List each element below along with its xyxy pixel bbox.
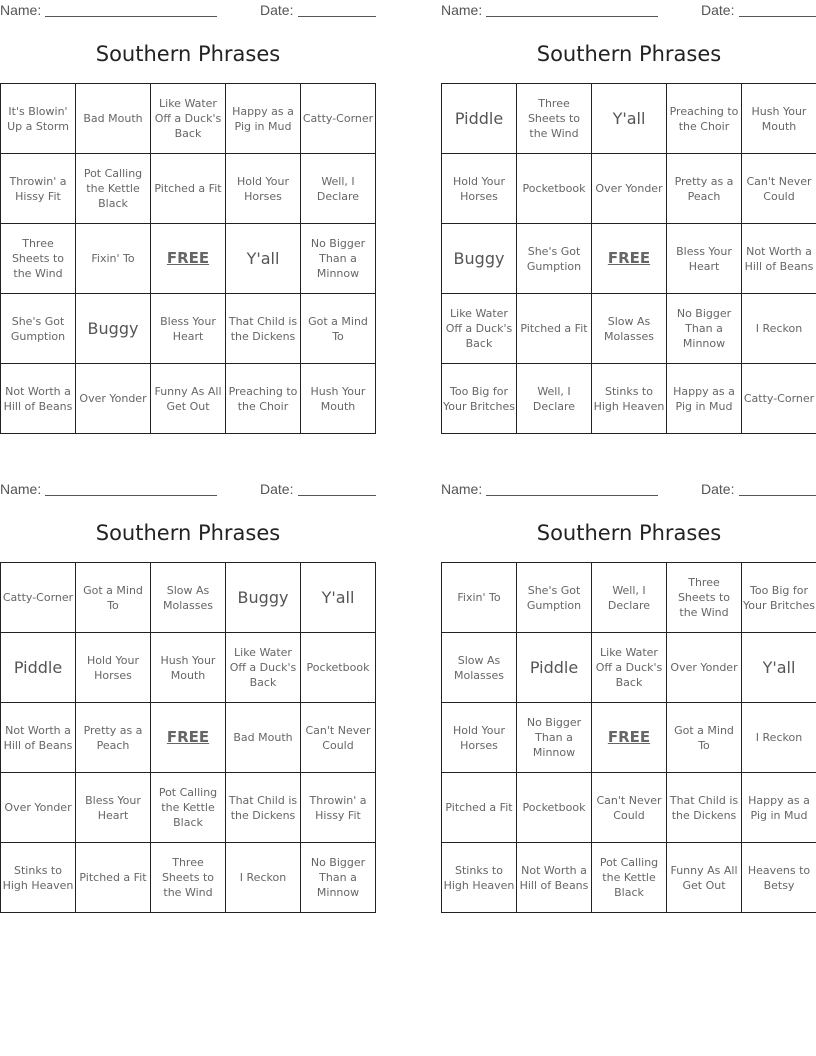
bingo-cell: Y'all xyxy=(301,563,376,633)
bingo-cell: Buggy xyxy=(442,224,517,294)
bingo-cell: Not Worth a Hill of Beans xyxy=(742,224,816,294)
bingo-cell: Pot Calling the Kettle Black xyxy=(76,154,151,224)
bingo-grid xyxy=(441,83,816,434)
bingo-cell: Catty-Corner xyxy=(1,563,76,633)
card-header xyxy=(0,479,376,499)
name-line xyxy=(486,16,658,17)
date-label: Date: xyxy=(260,2,294,18)
bingo-cell: Pitched a Fit xyxy=(517,294,592,364)
bingo-cell: That Child is the Dickens xyxy=(667,773,742,843)
bingo-cell: No Bigger Than a Minnow xyxy=(517,703,592,773)
bingo-cell: Y'all xyxy=(742,633,816,703)
bingo-cell: No Bigger Than a Minnow xyxy=(301,224,376,294)
bingo-cell: Buggy xyxy=(226,563,301,633)
bingo-cell: Fixin' To xyxy=(442,563,517,633)
bingo-cell: Pitched a Fit xyxy=(442,773,517,843)
card-title: Southern Phrases xyxy=(95,42,281,66)
bingo-cell: Happy as a Pig in Mud xyxy=(226,84,301,154)
bingo-cell: Pitched a Fit xyxy=(151,154,226,224)
bingo-cell: Like Water Off a Duck's Back xyxy=(151,84,226,154)
bingo-cell: Pretty as a Peach xyxy=(76,703,151,773)
bingo-cell: Heavens to Betsy xyxy=(742,843,816,913)
bingo-cell: Got a Mind To xyxy=(301,294,376,364)
bingo-cell: Catty-Corner xyxy=(301,84,376,154)
bingo-cell: Stinks to High Heaven xyxy=(442,843,517,913)
bingo-cell: Over Yonder xyxy=(592,154,667,224)
bingo-cell: Funny As All Get Out xyxy=(667,843,742,913)
bingo-cell: I Reckon xyxy=(742,703,816,773)
bingo-grid xyxy=(441,562,816,913)
bingo-cell: Hold Your Horses xyxy=(76,633,151,703)
name-line xyxy=(45,495,217,496)
bingo-cell: Well, I Declare xyxy=(592,563,667,633)
bingo-cell: Over Yonder xyxy=(1,773,76,843)
bingo-card xyxy=(441,0,816,440)
bingo-cell: Hush Your Mouth xyxy=(742,84,816,154)
bingo-cell: Bless Your Heart xyxy=(667,224,742,294)
bingo-cell: Over Yonder xyxy=(667,633,742,703)
bingo-cell: She's Got Gumption xyxy=(517,224,592,294)
bingo-cell: She's Got Gumption xyxy=(1,294,76,364)
bingo-grid xyxy=(0,83,376,434)
free-space: FREE xyxy=(151,224,226,294)
bingo-cell: Pocketbook xyxy=(517,154,592,224)
card-title: Southern Phrases xyxy=(95,521,281,545)
bingo-card xyxy=(0,0,376,440)
bingo-cell: Three Sheets to the Wind xyxy=(517,84,592,154)
bingo-cell: Hush Your Mouth xyxy=(151,633,226,703)
bingo-cell: Got a Mind To xyxy=(76,563,151,633)
bingo-cell: Bless Your Heart xyxy=(151,294,226,364)
bingo-grid xyxy=(0,562,376,913)
bingo-cell: Happy as a Pig in Mud xyxy=(667,364,742,434)
bingo-cell: Well, I Declare xyxy=(517,364,592,434)
card-header xyxy=(0,0,376,20)
bingo-cell: Throwin' a Hissy Fit xyxy=(1,154,76,224)
name-line xyxy=(486,495,658,496)
card-title: Southern Phrases xyxy=(536,42,722,66)
bingo-cell: Pocketbook xyxy=(517,773,592,843)
bingo-card xyxy=(0,479,376,919)
bingo-cell: She's Got Gumption xyxy=(517,563,592,633)
bingo-cell: Slow As Molasses xyxy=(442,633,517,703)
bingo-cell: Three Sheets to the Wind xyxy=(667,563,742,633)
bingo-cell: Well, I Declare xyxy=(301,154,376,224)
date-label: Date: xyxy=(701,481,735,497)
bingo-cell: No Bigger Than a Minnow xyxy=(667,294,742,364)
bingo-cell: Stinks to High Heaven xyxy=(592,364,667,434)
bingo-cell: Slow As Molasses xyxy=(151,563,226,633)
name-label: Name: xyxy=(441,2,483,18)
bingo-cell: Three Sheets to the Wind xyxy=(1,224,76,294)
bingo-cell: Like Water Off a Duck's Back xyxy=(442,294,517,364)
bingo-cell: Too Big for Your Britches xyxy=(442,364,517,434)
bingo-cell: Catty-Corner xyxy=(742,364,816,434)
bingo-cell: Throwin' a Hissy Fit xyxy=(301,773,376,843)
name-label: Name: xyxy=(441,481,483,497)
bingo-cell: Not Worth a Hill of Beans xyxy=(1,364,76,434)
free-space: FREE xyxy=(592,224,667,294)
date-line xyxy=(298,16,376,17)
bingo-cell: Fixin' To xyxy=(76,224,151,294)
bingo-cell: Got a Mind To xyxy=(667,703,742,773)
bingo-cell: Hold Your Horses xyxy=(226,154,301,224)
name-label: Name: xyxy=(0,481,42,497)
bingo-cell: Hush Your Mouth xyxy=(301,364,376,434)
bingo-cell: Stinks to High Heaven xyxy=(1,843,76,913)
date-label: Date: xyxy=(701,2,735,18)
bingo-cell: Three Sheets to the Wind xyxy=(151,843,226,913)
bingo-cell: Y'all xyxy=(592,84,667,154)
bingo-cell: Like Water Off a Duck's Back xyxy=(226,633,301,703)
bingo-cell: Can't Never Could xyxy=(592,773,667,843)
bingo-cell: Hold Your Horses xyxy=(442,703,517,773)
bingo-cell: I Reckon xyxy=(742,294,816,364)
bingo-cell: Hold Your Horses xyxy=(442,154,517,224)
bingo-cell: Pitched a Fit xyxy=(76,843,151,913)
bingo-cell: Too Big for Your Britches xyxy=(742,563,816,633)
bingo-cell: Buggy xyxy=(76,294,151,364)
bingo-cell: Bad Mouth xyxy=(226,703,301,773)
bingo-cell: Not Worth a Hill of Beans xyxy=(1,703,76,773)
bingo-cell: It's Blowin' Up a Storm xyxy=(1,84,76,154)
bingo-cell: Bad Mouth xyxy=(76,84,151,154)
bingo-cell: Pocketbook xyxy=(301,633,376,703)
date-line xyxy=(298,495,376,496)
bingo-card xyxy=(441,479,816,919)
bingo-cell: That Child is the Dickens xyxy=(226,773,301,843)
bingo-cell: Not Worth a Hill of Beans xyxy=(517,843,592,913)
bingo-cell: Pot Calling the Kettle Black xyxy=(151,773,226,843)
bingo-cell: Can't Never Could xyxy=(301,703,376,773)
bingo-cell: Can't Never Could xyxy=(742,154,816,224)
bingo-cell: Y'all xyxy=(226,224,301,294)
bingo-cell: Bless Your Heart xyxy=(76,773,151,843)
bingo-cell: Piddle xyxy=(1,633,76,703)
bingo-cell: I Reckon xyxy=(226,843,301,913)
name-label: Name: xyxy=(0,2,42,18)
free-space: FREE xyxy=(151,703,226,773)
bingo-cell: Piddle xyxy=(442,84,517,154)
bingo-cell: Piddle xyxy=(517,633,592,703)
date-label: Date: xyxy=(260,481,294,497)
bingo-cell: No Bigger Than a Minnow xyxy=(301,843,376,913)
bingo-cell: Pot Calling the Kettle Black xyxy=(592,843,667,913)
card-title: Southern Phrases xyxy=(536,521,722,545)
bingo-cell: Preaching to the Choir xyxy=(226,364,301,434)
free-space: FREE xyxy=(592,703,667,773)
bingo-cell: Slow As Molasses xyxy=(592,294,667,364)
bingo-cell: Preaching to the Choir xyxy=(667,84,742,154)
bingo-cell: Pretty as a Peach xyxy=(667,154,742,224)
bingo-cell: Over Yonder xyxy=(76,364,151,434)
date-line xyxy=(739,495,816,496)
card-header xyxy=(441,0,816,20)
bingo-cell: That Child is the Dickens xyxy=(226,294,301,364)
bingo-cell: Happy as a Pig in Mud xyxy=(742,773,816,843)
date-line xyxy=(739,16,816,17)
bingo-cell: Funny As All Get Out xyxy=(151,364,226,434)
name-line xyxy=(45,16,217,17)
card-header xyxy=(441,479,816,499)
bingo-cell: Like Water Off a Duck's Back xyxy=(592,633,667,703)
